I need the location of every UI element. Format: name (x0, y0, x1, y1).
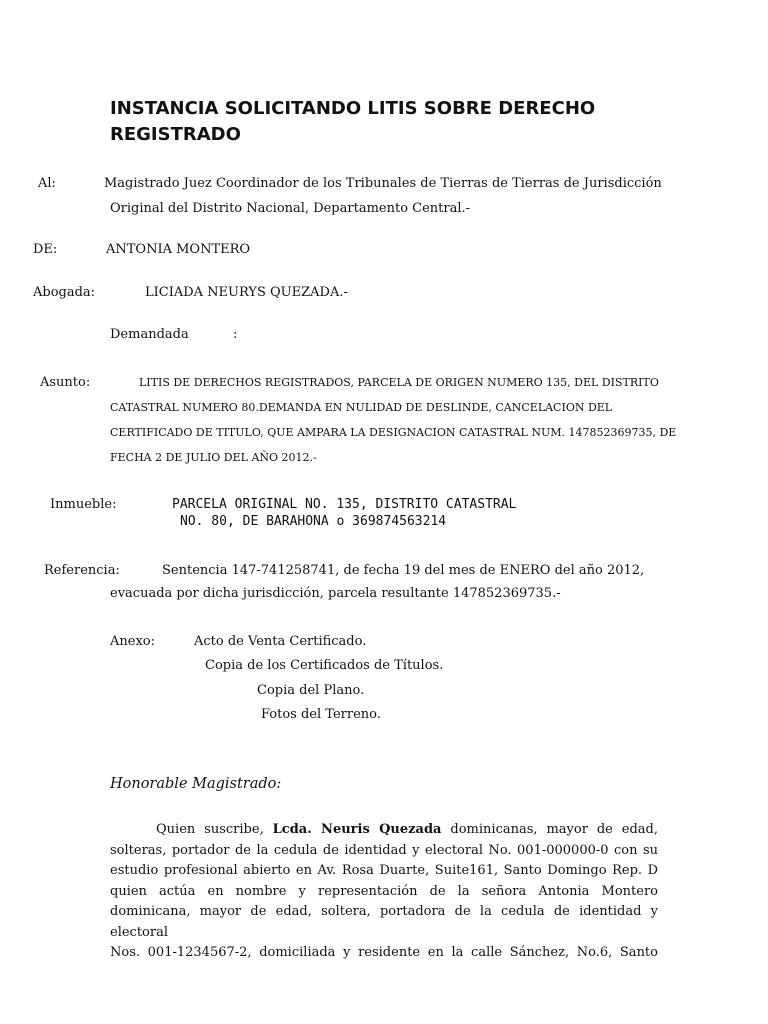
title-line-1: INSTANCIA SOLICITANDO LITIS SOBRE DERECHO (110, 98, 596, 119)
referencia-line-2: evacuada por dicha jurisdicción, parcela resultante 147852369735.- (110, 586, 561, 601)
al-line-1: Magistrado Juez Coordinador de los Tribunales de Tierras de Tierras de Jurisdicción (104, 176, 662, 191)
body-line-6: Nos. 001-1234567-2, domiciliada y residente en la calle Sánchez, No.6, Santo (110, 945, 658, 960)
body-line-3: estudio profesional abierto en Av. Rosa Duarte, Suite161, Santo Domingo Rep. D (110, 863, 658, 878)
anexo-item: Copia del Plano. (257, 683, 365, 698)
referencia-label: Referencia: (44, 563, 120, 578)
body-line-1 (110, 820, 658, 841)
asunto-label: Asunto: (40, 375, 91, 390)
demandada-label: Demandada (110, 327, 189, 342)
inmueble-label: Inmueble: (50, 497, 117, 512)
referencia-line-1: Sentencia 147-741258741, de fecha 19 del mes de ENERO del año 2012, (162, 563, 645, 578)
anexo-label: Anexo: (110, 634, 155, 649)
de-value: ANTONIA MONTERO (106, 242, 251, 257)
anexo-item: Fotos del Terreno. (261, 707, 381, 722)
abogada-value: LICIADA NEURYS QUEZADA.- (145, 285, 348, 300)
al-line-2: Original del Distrito Nacional, Departamento Central.- (110, 201, 471, 216)
anexo-item: Copia de los Certificados de Títulos. (205, 658, 444, 673)
anexo-item: Acto de Venta Certificado. (194, 634, 367, 649)
document-title (110, 96, 595, 148)
inmueble-line-1: PARCELA ORIGINAL NO. 135, DISTRITO CATASTRAL (172, 497, 517, 512)
body-line-1-end: dominicanas, mayor de edad, (450, 822, 659, 837)
body-line-5: dominicana, mayor de edad, soltera, portadora de la cedula de identidad y electoral (110, 904, 658, 940)
body-paragraph (110, 820, 658, 964)
lawyer-name: Lcda. Neuris Quezada (272, 822, 442, 837)
de-label: DE: (33, 242, 58, 257)
body-line-4: quien actúa en nombre y representación de la señora Antonia Montero (110, 883, 658, 899)
asunto-line-4: FECHA 2 DE JULIO DEL AÑO 2012.- (110, 451, 317, 464)
body-line-1-start: Quien suscribe, (156, 822, 264, 837)
salutation: Honorable Magistrado: (110, 776, 282, 792)
asunto-line-2: CATASTRAL NUMERO 80.DEMANDA EN NULIDAD DE DESLINDE, CANCELACION DEL (110, 401, 613, 414)
asunto-line-3: CERTIFICADO DE TITULO, QUE AMPARA LA DESIGNACION CATASTRAL NUM. 147852369735, DE (110, 426, 677, 439)
asunto-line-1: LITIS DE DERECHOS REGISTRADOS, PARCELA DE ORIGEN NUMERO 135, DEL DISTRITO (139, 376, 659, 389)
inmueble-line-2: NO. 80, DE BARAHONA o 369874563214 (180, 514, 447, 529)
body-line-2: solteras, portador de la cedula de identidad y electoral No. 001-000000-0 con su (110, 842, 658, 858)
title-line-2: REGISTRADO (110, 124, 241, 145)
demandada-colon: : (233, 327, 238, 342)
abogada-label: Abogada: (33, 285, 96, 300)
al-label: Al: (38, 176, 56, 191)
